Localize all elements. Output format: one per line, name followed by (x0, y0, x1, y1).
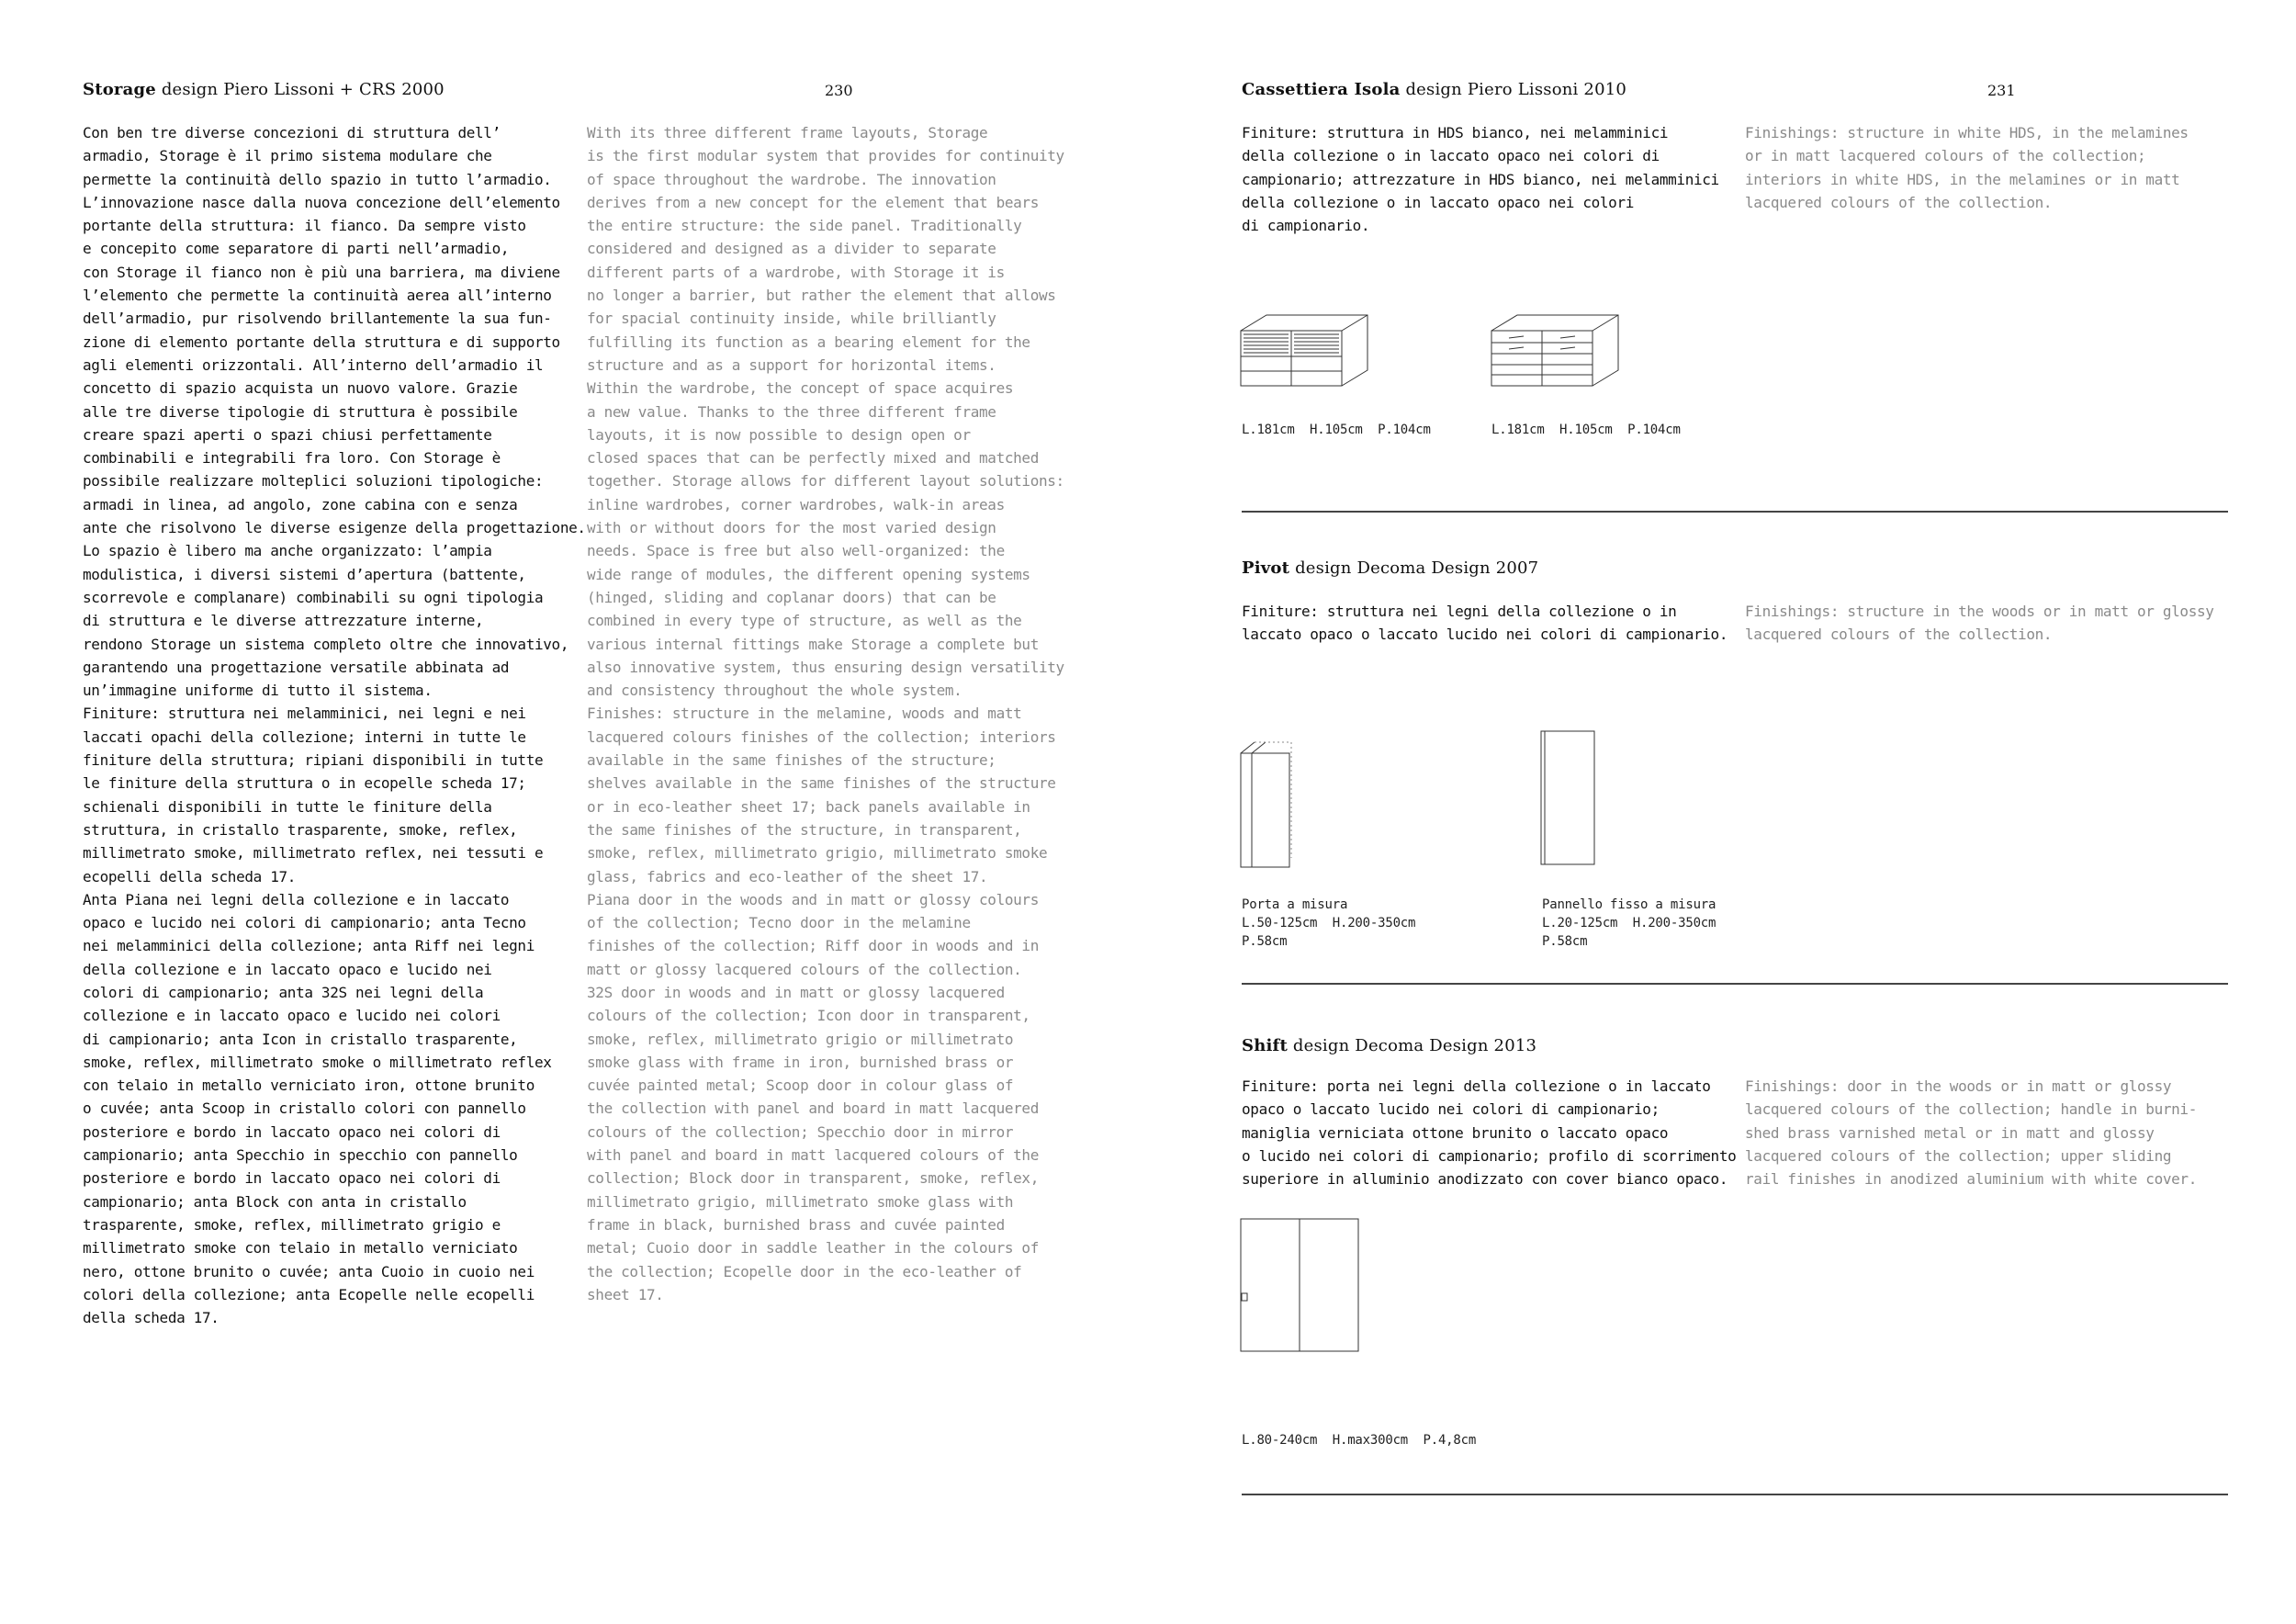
cassettiera-title: Cassettiera Isola (1242, 80, 1401, 99)
text-line: ante che risolvono le diverse esigenze della progettazione. (83, 519, 586, 537)
text-line: structure and as a support for horizontal items. (587, 355, 996, 374)
text-line: for spacial continuity inside, while brilliantly (587, 310, 996, 328)
pivot-item-2-dims: L.20-125cm H.200-350cm (1542, 916, 1716, 930)
text-line: colours of the collection; Icon door in transparent, (587, 1007, 1030, 1025)
pivot-item-2-depth: P.58cm (1542, 934, 1588, 949)
text-line: (hinged, sliding and coplanar doors) that can be (587, 588, 996, 606)
text-line: L’innovazione nasce dalla nuova concezione dell’elemento (83, 193, 560, 211)
text-line: sheet 17. (587, 1285, 664, 1303)
text-line: together. Storage allows for different layout solutions: (587, 472, 1064, 491)
text-line: finishes of the collection; Riff door in woods and in (587, 937, 1039, 955)
text-line: Finiture: struttura in HDS bianco, nei melamminici (1242, 124, 1669, 141)
text-line: lacquered colours of the collection. (1745, 193, 2053, 211)
text-line: millimetrato grigio, millimetrato smoke glass with (587, 1192, 1014, 1211)
text-line: With its three different frame layouts, Storage (587, 124, 988, 141)
text-line: della scheda 17. (83, 1309, 219, 1327)
text-line: the same finishes of the structure, in transparent, (587, 820, 1022, 839)
text-line: opaco e lucido nei colori di campionario; anta Tecno (83, 914, 526, 932)
text-line: campionario; attrezzature in HDS bianco, nei melamminici (1242, 170, 1719, 188)
text-line: shelves available in the same finishes of the structure (587, 774, 1056, 793)
text-line: l’elemento che permette la continuità aerea all’interno (83, 287, 552, 305)
page-number-right: 231 (1987, 82, 2016, 99)
text-line: le finiture della struttura o in ecopelle scheda 17; (83, 774, 526, 793)
text-line: scorrevole e complanare) combinabili su ogni tipologia (83, 588, 544, 606)
text-line: millimetrato smoke con telaio in metallo verniciato (83, 1239, 518, 1257)
text-line: colori della collezione; anta Ecopelle nelle ecopelli (83, 1285, 535, 1303)
text-line: Finishings: structure in white HDS, in the melamines (1745, 124, 2189, 141)
pivot-title: Pivot (1242, 558, 1290, 578)
text-line: 32S door in woods and in matt or glossy lacquered (587, 983, 1005, 1001)
text-line: closed spaces that can be perfectly mixed and matched (587, 449, 1039, 468)
cassettiera-italian-text (1242, 121, 1719, 237)
text-line: combinabili e integrabili fra loro. Con Storage è (83, 449, 501, 468)
pivot-credit: design Decoma Design 2007 (1295, 558, 1539, 578)
text-line: also innovative system, thus ensuring design versatility (587, 658, 1064, 676)
pivot-item-1 (1242, 896, 1415, 951)
text-line: is the first modular system that provides for continuity (587, 147, 1064, 165)
text-line: various internal fittings make Storage a complete but (587, 635, 1039, 653)
shift-english-text (1745, 1075, 2197, 1190)
text-line: e concepito come separatore di parti nell’armadio, (83, 240, 510, 258)
text-line: nero, ottone brunito o cuvée; anta Cuoio in cuoio nei (83, 1262, 535, 1280)
text-line: opaco o laccato lucido nei colori di campionario; (1242, 1100, 1660, 1119)
text-line: smoke glass with frame in iron, burnished brass or (587, 1053, 1014, 1071)
text-line: lacquered colours of the collection; upper sliding (1745, 1146, 2172, 1165)
section-divider-1 (1242, 511, 2228, 513)
text-line: agli elementi orizzontali. All’interno dell’armadio il (83, 355, 544, 374)
pivot-item-2-name: Pannello fisso a misura (1542, 897, 1716, 912)
storage-header (83, 80, 445, 99)
text-line: garantendo una progettazione versatile abbinata ad (83, 658, 510, 676)
text-line: permette la continuità dello spazio in tutto l’armadio. (83, 170, 552, 188)
pivot-item-2 (1542, 896, 1716, 951)
section-divider-3 (1242, 1494, 2228, 1495)
text-line: different parts of a wardrobe, with Storage it is (587, 263, 1005, 281)
text-line: wide range of modules, the different opening systems (587, 565, 1030, 583)
text-line: fulfilling its function as a bearing element for the (587, 333, 1030, 351)
storage-english-text (587, 121, 1064, 1306)
text-line: di campionario. (1242, 217, 1370, 235)
cassettiera-dims-2: L.181cm H.105cm P.104cm (1491, 423, 1681, 437)
text-line: zione di elemento portante della struttura e di supporto (83, 333, 560, 351)
text-line: metal; Cuoio door in saddle leather in the colours of (587, 1239, 1039, 1257)
text-line: smoke, reflex, millimetrato grigio or millimetrato (587, 1030, 1014, 1048)
text-line: rendono Storage un sistema completo oltre che innovativo, (83, 635, 569, 653)
text-line: inline wardrobes, corner wardrobes, walk-in areas (587, 495, 1005, 513)
text-line: no longer a barrier, but rather the element that allows (587, 287, 1056, 305)
text-line: di struttura e le diverse attrezzature interne, (83, 612, 484, 630)
pivot-english-text (1745, 600, 2214, 647)
text-line: o lucido nei colori di campionario; profilo di scorrimento (1242, 1146, 1737, 1165)
text-line: matt or glossy lacquered colours of the collection. (587, 960, 1022, 978)
page-number-left: 230 (825, 82, 853, 99)
text-line: lacquered colours finishes of the collection; interiors (587, 727, 1056, 746)
text-line: con telaio in metallo verniciato iron, ottone brunito (83, 1077, 535, 1095)
shift-italian-text (1242, 1075, 1736, 1190)
storage-title: Storage (83, 80, 156, 99)
text-line: interiors in white HDS, in the melamines or in matt (1745, 170, 2180, 188)
text-line: derives from a new concept for the element that bears (587, 193, 1039, 211)
text-line: or in eco-leather sheet 17; back panels available in (587, 797, 1030, 816)
pivot-fixed-panel-drawing (1540, 730, 1597, 866)
text-line: colours of the collection; Specchio door in mirror (587, 1122, 1014, 1141)
text-line: posteriore e bordo in laccato opaco nei colori di (83, 1122, 501, 1141)
cassettiera-closed-drawing (1491, 314, 1619, 388)
text-line: smoke, reflex, millimetrato smoke o millimetrato reflex (83, 1053, 552, 1071)
text-line: armadi in linea, ad angolo, zone cabina con e senza (83, 495, 518, 513)
text-line: considered and designed as a divider to separate (587, 240, 996, 258)
pivot-item-1-dims: L.50-125cm H.200-350cm (1242, 916, 1416, 930)
text-line: rail finishes in anodized aluminium with white cover. (1745, 1170, 2197, 1189)
text-line: colori di campionario; anta 32S nei legni della (83, 983, 484, 1001)
pivot-door-drawing (1240, 740, 1295, 871)
text-line: nei melamminici della collezione; anta Riff nei legni (83, 937, 535, 955)
text-line: needs. Space is free but also well-organized: the (587, 542, 1005, 560)
text-line: di campionario; anta Icon in cristallo trasparente, (83, 1030, 518, 1048)
text-line: schienali disponibili in tutte le finiture della (83, 797, 492, 816)
text-line: lacquered colours of the collection. (1745, 626, 2053, 644)
text-line: Anta Piana nei legni della collezione e in laccato (83, 890, 510, 908)
storage-credit: design Piero Lissoni + CRS 2000 (161, 80, 445, 99)
text-line: finiture della struttura; ripiani disponibili in tutte (83, 751, 544, 770)
text-line: campionario; anta Specchio in specchio con pannello (83, 1146, 518, 1165)
text-line: campionario; anta Block con anta in cristallo (83, 1192, 467, 1211)
text-line: or in matt lacquered colours of the collection; (1745, 147, 2146, 165)
text-line: cuvée painted metal; Scoop door in colour glass of (587, 1077, 1014, 1095)
text-line: Finiture: struttura nei legni della collezione o in (1242, 603, 1677, 620)
text-line: ecopelli della scheda 17. (83, 867, 297, 885)
text-line: with panel and board in matt lacquered colours of the (587, 1146, 1039, 1165)
text-line: della collezione o in laccato opaco nei colori di (1242, 147, 1660, 165)
text-line: struttura, in cristallo trasparente, smoke, reflex, (83, 820, 518, 839)
text-line: Finiture: porta nei legni della collezione o in laccato (1242, 1077, 1711, 1095)
text-line: lacquered colours of the collection; handle in burni- (1745, 1100, 2197, 1119)
text-line: millimetrato smoke, millimetrato reflex, nei tessuti e (83, 844, 544, 863)
text-line: Piana door in the woods and in matt or glossy colours (587, 890, 1039, 908)
text-line: armadio, Storage è il primo sistema modulare che (83, 147, 492, 165)
text-line: Within the wardrobe, the concept of space acquires (587, 379, 1014, 398)
text-line: Finishes: structure in the melamine, woods and matt (587, 705, 1022, 723)
text-line: the collection; Ecopelle door in the eco-leather of (587, 1262, 1022, 1280)
text-line: a new value. Thanks to the three different frame (587, 402, 996, 421)
text-line: the entire structure: the side panel. Traditionally (587, 217, 1022, 235)
cassettiera-dims-1: L.181cm H.105cm P.104cm (1242, 423, 1431, 437)
text-line: trasparente, smoke, reflex, millimetrato grigio e (83, 1215, 501, 1234)
text-line: combined in every type of structure, as well as the (587, 612, 1022, 630)
cassettiera-header (1242, 80, 1626, 99)
text-line: Finishings: structure in the woods or in matt or glossy (1745, 603, 2214, 620)
text-line: Finishings: door in the woods or in matt or glossy (1745, 1077, 2172, 1095)
text-line: glass, fabrics and eco-leather of the sheet 17. (587, 867, 988, 885)
text-line: frame in black, burnished brass and cuvée painted (587, 1215, 1005, 1234)
text-line: possibile realizzare molteplici soluzioni tipologiche: (83, 472, 544, 491)
text-line: of space throughout the wardrobe. The innovation (587, 170, 996, 188)
text-line: portante della struttura: il fianco. Da sempre visto (83, 217, 526, 235)
text-line: and consistency throughout the whole system. (587, 682, 962, 700)
text-line: un’immagine uniforme di tutto il sistema. (83, 682, 433, 700)
text-line: con Storage il fianco non è più una barriera, ma diviene (83, 263, 560, 281)
text-line: available in the same finishes of the structure; (587, 751, 996, 770)
cassettiera-english-text (1745, 121, 2189, 214)
text-line: layouts, it is now possible to design open or (587, 425, 971, 444)
shift-header (1242, 1036, 1536, 1055)
pivot-italian-text (1242, 600, 1728, 647)
pivot-item-1-depth: P.58cm (1242, 934, 1288, 949)
text-line: Lo spazio è libero ma anche organizzato: l’ampia (83, 542, 492, 560)
shift-dims: L.80-240cm H.max300cm P.4,8cm (1242, 1433, 1477, 1448)
storage-italian-text (83, 121, 586, 1329)
text-line: smoke, reflex, millimetrato grigio, millimetrato smoke (587, 844, 1048, 863)
text-line: della collezione o in laccato opaco nei colori (1242, 193, 1635, 211)
text-line: the collection with panel and board in matt lacquered (587, 1100, 1039, 1118)
text-line: creare spazi aperti o spazi chiusi perfettamente (83, 425, 492, 444)
text-line: alle tre diverse tipologie di struttura è possibile (83, 402, 518, 421)
text-line: posteriore e bordo in laccato opaco nei colori di (83, 1169, 501, 1188)
section-divider-2 (1242, 983, 2228, 985)
text-line: maniglia verniciata ottone brunito o laccato opaco (1242, 1123, 1669, 1142)
text-line: with or without doors for the most varied design (587, 519, 996, 537)
shift-credit: design Decoma Design 2013 (1292, 1036, 1537, 1055)
text-line: collection; Block door in transparent, smoke, reflex, (587, 1169, 1039, 1188)
text-line: Finiture: struttura nei melamminici, nei legni e nei (83, 705, 526, 723)
text-line: collezione e in laccato opaco e lucido nei colori (83, 1007, 501, 1025)
text-line: dell’armadio, pur risolvendo brillantemente la sua fun- (83, 310, 552, 328)
pivot-header (1242, 558, 1538, 578)
text-line: concetto di spazio acquista un nuovo valore. Grazie (83, 379, 518, 398)
text-line: laccato opaco o laccato lucido nei colori di campionario. (1242, 626, 1728, 644)
cassettiera-credit: design Piero Lissoni 2010 (1405, 80, 1627, 99)
text-line: o cuvée; anta Scoop in cristallo colori con pannello (83, 1100, 526, 1118)
text-line: of the collection; Tecno door in the melamine (587, 914, 971, 932)
text-line: Con ben tre diverse concezioni di struttura dell’ (83, 124, 501, 141)
text-line: laccati opachi della collezione; interni in tutte le (83, 727, 526, 746)
text-line: della collezione e in laccato opaco e lucido nei (83, 960, 492, 978)
pivot-item-1-name: Porta a misura (1242, 897, 1348, 912)
shift-sliding-door-drawing (1240, 1218, 1361, 1354)
cassettiera-open-drawing (1240, 314, 1368, 388)
text-line: superiore in alluminio anodizzato con cover bianco opaco. (1242, 1170, 1728, 1189)
text-line: shed brass varnished metal or in matt and glossy (1745, 1123, 2155, 1142)
text-line: modulistica, i diversi sistemi d’apertura (battente, (83, 565, 526, 583)
shift-title: Shift (1242, 1036, 1288, 1055)
